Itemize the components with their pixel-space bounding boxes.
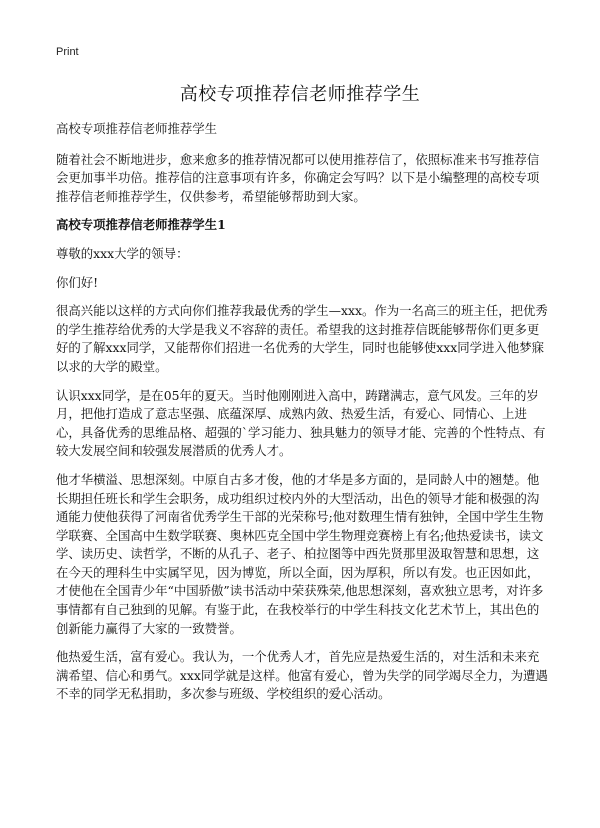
subtitle: 高校专项推荐信老师推荐学生 — [56, 121, 218, 136]
salutation: 尊敬的xxx大学的领导： — [56, 245, 189, 261]
body-paragraph-3: 他才华横溢、思想深刻。中原自古多才俊，他的才华是多方面的，是同龄人中的翘楚。他长期担任班长和学生会职务，成功组织过校内外的大型活动，出色的领导才能和极强的沟通能力使他获得了河南省优秀学生干部的光荣称号;他对数理生情有独钟，全国中学生生物学联赛、全国高中生数学联赛、奥林匹克全国中学生物理竞赛榜上有名;他热爱读书，读文学、读历史、读哲学，不断的从孔子、老子、柏拉图等中西先贤那里汲取智慧和思想，这在今天的理科生中实属罕见，因为博览，所以全面，因为厚积，所以有发。也正因如此，才使他在全国青少年“中国骄傲”读书活动中荣获殊荣,他思想深刻，喜欢独立思考，对许多事情都有自己独到的见解。有鉴于此，在我校举行的中学生科技文化艺术节上，其出色的创新能力赢得了大家的一致赞誉。 — [56, 471, 544, 636]
greeting: 你们好! — [56, 274, 99, 290]
body-paragraph-2: 认识xxx同学，是在05年的夏天。当时他刚刚进入高中，踌躇满志，意气风发。三年的岁月，把他打造成了意志坚强、底蕴深厚、成熟内敛、热爱生活，有爱心、同情心、上进心，具备优秀的思维品格、超强的`学习能力、独具魅力的领导才能、完善的个性特点、有较大发展空间和较强发展潜质的优秀人才。 — [56, 387, 546, 459]
document-title: 高校专项推荐信老师推荐学生 — [179, 84, 421, 105]
body-paragraph-4: 他热爱生活，富有爱心。我认为，一个优秀人才，首先应是热爱生活的，对生活和未来充满希望、信心和勇气。xxx同学就是这样。他富有爱心，曾为失学的同学竭尽全力，为遭遇不幸的同学无私捐助，多次参与班级、学校组织的爱心活动。 — [56, 649, 548, 702]
print-link[interactable]: Print — [56, 46, 79, 58]
intro-paragraph: 随着社会不断地进步，愈来愈多的推荐情况都可以使用推荐信了，依照标准来书写推荐信会更加事半功倍。推荐信的注意事项有许多，你确定会写吗？以下是小编整理的高校专项推荐信老师推荐学生，仅供参考，希望能够帮助到大家。 — [56, 151, 540, 204]
body-paragraph-1: 很高兴能以这样的方式向你们推荐我最优秀的学生—xxx。作为一名高三的班主任，把优秀的学生推荐给优秀的大学是我义不容辞的责任。希望我的这封推荐信既能够帮你们更多更好的了解xxx同学，又能帮你们招进一名优秀的大学生，同时也能够使xxx同学进入他梦寐以求的大学的殿堂。 — [56, 303, 548, 374]
section-heading: 高校专项推荐信老师推荐学生1 — [56, 217, 226, 233]
document-body — [56, 120, 548, 714]
